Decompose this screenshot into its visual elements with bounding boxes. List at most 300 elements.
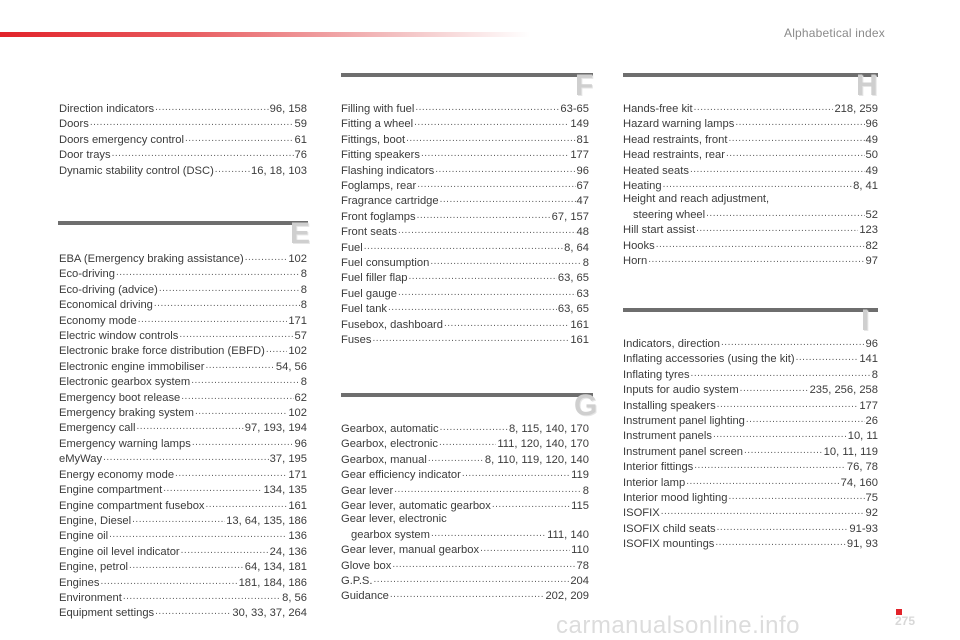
index-entry-title: Instrument panel screen [623, 445, 744, 458]
index-entry [623, 444, 878, 459]
index-entry-pages: 96 [865, 118, 878, 131]
dot-leader [431, 527, 546, 540]
dot-leader [245, 251, 288, 264]
index-entry-title: Front foglamps [341, 210, 416, 223]
index-entry [59, 390, 307, 405]
index-entry-pages: 102 [288, 345, 307, 358]
index-entry-title: Eco-driving (advice) [59, 283, 158, 296]
index-entry-pages: 67, 157 [551, 210, 589, 223]
index-entry [59, 559, 307, 574]
index-entry [623, 367, 878, 382]
index-entry-title: EBA (Emergency braking assistance) [59, 253, 244, 265]
index-entry-pages: 49 [865, 164, 878, 177]
index-entry-title: Interior lamp [623, 476, 686, 489]
index-entry [59, 451, 307, 466]
index-entry-pages: 171 [288, 468, 307, 481]
index-entry-title: Fuses [341, 334, 372, 347]
index-entry [341, 542, 589, 557]
index-entry-pages: 54, 56 [275, 360, 307, 373]
index-entry [341, 255, 589, 270]
index-entry [623, 413, 878, 428]
index-entry [341, 452, 589, 467]
index-entry-title: Horn [623, 255, 648, 268]
dot-leader [480, 542, 570, 555]
index-entry-pages: 141 [859, 353, 878, 366]
index-group-e [59, 251, 307, 621]
dot-leader [206, 498, 288, 511]
index-entry [623, 336, 878, 351]
dot-leader [686, 475, 839, 488]
dot-leader [462, 467, 570, 480]
index-entry-title: Flashing indicators [341, 164, 435, 177]
index-entry-title: Environment [59, 591, 122, 604]
index-entry [623, 398, 878, 413]
dot-leader [116, 266, 300, 279]
index-entry-title: Heated seats [623, 164, 689, 177]
index-group-g-a [341, 421, 589, 513]
dot-leader [414, 116, 569, 129]
index-entry-title: Doors emergency control [59, 133, 184, 146]
index-entry-title: Fuel gauge [341, 287, 397, 300]
dot-leader [661, 505, 865, 518]
dot-leader [744, 444, 823, 457]
section-divider-i [623, 308, 878, 312]
index-entry-pages: 8, 41 [853, 180, 878, 193]
dot-leader [417, 209, 551, 222]
index-entry-pages: 64, 134, 181 [244, 561, 307, 574]
index-entry-pages: 63-65 [560, 103, 589, 115]
dot-leader [690, 163, 865, 176]
index-entry [341, 483, 589, 498]
index-entry-pages: 78 [576, 559, 589, 572]
index-entry-title: Gear lever, electronic [341, 513, 447, 526]
index-group-g-b [341, 542, 589, 604]
index-entry [59, 467, 307, 482]
index-entry [59, 328, 307, 343]
index-entry-pages: 8 [300, 283, 307, 296]
dot-leader [372, 332, 569, 345]
index-entry-title: ISOFIX [623, 507, 660, 520]
index-entry-pages: 204 [570, 575, 589, 588]
index-group-h-a [623, 101, 878, 193]
index-entry [341, 209, 589, 224]
index-entry-pages: 111, 120, 140, 170 [497, 438, 589, 451]
index-entry-pages: 110 [571, 544, 589, 557]
index-entry [59, 147, 307, 162]
dot-leader [154, 297, 300, 310]
dot-leader [440, 421, 508, 434]
index-entry-pages: 96 [576, 164, 589, 177]
index-entry [341, 101, 589, 116]
index-entry-pages: 47 [576, 195, 589, 208]
index-entry-pages: 81 [576, 133, 589, 146]
index-entry [59, 528, 307, 543]
index-entry-title: Emergency warning lamps [59, 437, 191, 450]
index-entry [623, 178, 878, 193]
index-entry [59, 544, 307, 559]
index-entry-title: Fuel consumption [341, 257, 430, 270]
index-entry [623, 238, 878, 253]
index-entry [341, 116, 589, 131]
index-entry-title: Fusebox, dashboard [341, 318, 443, 331]
index-entry-title: Head restraints, front [623, 133, 728, 146]
index-entry-title: Fuel [341, 241, 363, 254]
index-entry-pages: 161 [570, 334, 589, 347]
index-entry [59, 374, 307, 389]
index-entry [341, 132, 589, 147]
index-entry-title: Engines [59, 576, 100, 589]
index-entry-title: Electronic gearbox system [59, 376, 191, 389]
index-entry [341, 270, 589, 285]
index-entry-pages: 91-93 [849, 522, 878, 535]
index-entry-title: Engine compartment [59, 484, 163, 497]
index-entry [341, 558, 589, 573]
index-entry [341, 193, 589, 208]
dot-leader [415, 101, 559, 114]
dot-leader [109, 528, 287, 541]
index-entry [59, 282, 307, 297]
dot-leader [656, 238, 865, 251]
index-entry-pages: 8 [582, 484, 589, 497]
index-entry-title: Electric window controls [59, 330, 179, 343]
index-entry-pages: 8 [871, 368, 878, 381]
index-entry [59, 313, 307, 328]
dot-leader [132, 513, 225, 526]
index-entry-title: Engine compartment fusebox [59, 499, 205, 512]
index-entry [623, 116, 878, 131]
index-entry-title: Fittings, boot [341, 133, 406, 146]
index-entry-pages: 37, 195 [269, 453, 307, 466]
dot-leader [735, 116, 864, 129]
index-entry-title: Gear efficiency indicator [341, 469, 461, 482]
index-entry-pages: 76, 78 [846, 461, 878, 474]
index-entry-pages: 136 [288, 530, 307, 543]
index-entry-title: Hill start assist [623, 224, 696, 237]
section-divider-e [58, 221, 308, 225]
index-entry-title: Glove box [341, 559, 392, 572]
index-entry-pages: 91, 93 [846, 538, 878, 551]
index-entry-title: Door trays [59, 149, 111, 162]
index-entry-title: eMyWay [59, 453, 103, 466]
dot-leader [726, 147, 865, 160]
index-entry-title: Direction indicators [59, 103, 155, 115]
index-entry-pages: 96, 158 [269, 103, 307, 115]
section-divider-h [623, 73, 878, 77]
index-entry [341, 224, 589, 239]
index-entry-pages: 171 [288, 314, 307, 327]
index-entry [59, 590, 307, 605]
index-entry-pages: 10, 11 [847, 430, 878, 443]
index-entry-wrapped [623, 193, 878, 222]
index-entry-pages: 63 [576, 287, 589, 300]
index-entry-pages: 75 [865, 492, 878, 505]
index-entry-title: Engine, petrol [59, 561, 129, 574]
index-entry-title: Eco-driving [59, 268, 115, 281]
index-entry [623, 222, 878, 237]
index-entry-pages: 96 [294, 437, 307, 450]
index-entry-pages: 10, 11, 119 [823, 445, 878, 458]
dot-leader [138, 313, 288, 326]
index-entry [59, 251, 307, 266]
index-entry-title: Energy economy mode [59, 468, 175, 481]
dot-leader [398, 286, 576, 299]
header-accent-bar [0, 32, 530, 37]
index-entry-title: Inflating accessories (using the kit) [623, 353, 795, 366]
dot-leader [192, 436, 294, 449]
index-entry [341, 147, 589, 162]
dot-leader [181, 390, 293, 403]
index-entry-title: Height and reach adjustment, [623, 193, 770, 206]
index-entry [341, 240, 589, 255]
dot-leader [696, 222, 858, 235]
dot-leader [796, 351, 859, 364]
index-entry-pages: 57 [294, 330, 307, 343]
index-entry [623, 147, 878, 162]
index-entry-title: Guidance [341, 590, 389, 603]
index-entry [623, 505, 878, 520]
index-group-i [623, 336, 878, 552]
index-entry-title: Engine oil level indicator [59, 545, 180, 558]
index-entry-title: Hands-free kit [623, 103, 693, 115]
index-entry-title: Fitting speakers [341, 149, 420, 162]
dot-leader [663, 178, 853, 191]
index-entry [59, 116, 307, 131]
dot-leader [717, 521, 849, 534]
index-entry-pages: 8, 56 [282, 591, 307, 604]
dot-leader [713, 428, 847, 441]
index-entry [341, 163, 589, 178]
dot-leader [112, 147, 294, 160]
index-entry-pages: 26 [865, 415, 878, 428]
index-entry [623, 101, 878, 116]
section-letter-e: E [290, 217, 311, 250]
index-entry-pages: 123 [859, 224, 878, 237]
index-column-3-i [623, 336, 878, 552]
index-entry-title: Head restraints, rear [623, 149, 725, 162]
watermark: carmanualsonline.info [556, 612, 800, 639]
index-entry-pages: 235, 256, 258 [809, 384, 878, 397]
dot-leader [421, 147, 569, 160]
index-entry-title: Emergency boot release [59, 391, 181, 404]
index-entry-pages: 74, 160 [840, 476, 878, 489]
index-entry-pages: 97, 193, 194 [244, 422, 307, 435]
index-entry-title: Interior mood lighting [623, 492, 728, 505]
dot-leader [728, 132, 864, 145]
index-entry-title: Heating [623, 180, 662, 193]
index-entry-title: Fragrance cartridge [341, 195, 439, 208]
index-entry-pages: 59 [294, 118, 307, 131]
index-entry-title: Foglamps, rear [341, 180, 417, 193]
dot-leader [728, 490, 864, 503]
dot-leader [163, 482, 262, 495]
index-entry-title: Inflating tyres [623, 368, 690, 381]
index-entry-subtitle: gearbox system [351, 528, 430, 541]
dot-leader [406, 132, 575, 145]
dot-leader [740, 382, 809, 395]
index-entry-pages: 134, 135 [263, 484, 307, 497]
index-entry-title: Installing speakers [623, 399, 716, 412]
dot-leader [417, 178, 575, 191]
index-entry-pages: 67 [576, 180, 589, 193]
index-entry-pages: 111, 140 [547, 528, 589, 541]
index-entry-pages: 8 [300, 376, 307, 389]
index-entry [623, 253, 878, 268]
index-entry-pages: 177 [859, 399, 878, 412]
index-entry-subline [341, 527, 589, 542]
index-entry-title: G.P.S. [341, 575, 373, 588]
index-entry-pages: 61 [294, 133, 307, 146]
index-entry-pages: 149 [570, 118, 589, 131]
index-entry-pages: 13, 64, 135, 186 [226, 514, 307, 527]
index-entry-pages: 102 [288, 407, 307, 420]
dot-leader [155, 101, 269, 114]
index-entry-title: ISOFIX child seats [623, 522, 716, 535]
index-entry [341, 317, 589, 332]
index-entry-title: Instrument panel lighting [623, 415, 745, 428]
index-entry-pages: 82 [865, 239, 878, 252]
index-entry [341, 573, 589, 588]
index-entry-pages: 119 [571, 469, 589, 482]
index-entry-pages: 48 [576, 226, 589, 239]
dot-leader [390, 588, 545, 601]
index-entry [59, 498, 307, 513]
index-entry [59, 343, 307, 358]
index-entry-title: Indicators, direction [623, 338, 721, 350]
dot-leader [444, 317, 569, 330]
index-entry-pages: 8 [300, 299, 307, 312]
index-entry-pages: 177 [570, 149, 589, 162]
dot-leader [648, 253, 864, 266]
index-entry [341, 332, 589, 347]
index-entry [59, 436, 307, 451]
index-entry [341, 436, 589, 451]
dot-leader [721, 336, 865, 349]
index-entry-title: Hooks [623, 239, 655, 252]
index-entry [59, 101, 307, 116]
index-entry [59, 359, 307, 374]
index-entry-subtitle: steering wheel [633, 208, 706, 221]
dot-leader [155, 605, 231, 618]
index-entry-title: Electronic engine immobiliser [59, 360, 205, 373]
index-entry [623, 475, 878, 490]
index-entry-pages: 76 [294, 149, 307, 162]
dot-leader [717, 398, 859, 411]
index-entry-pages: 63, 65 [557, 272, 589, 285]
dot-leader [398, 224, 576, 237]
index-entry [623, 382, 878, 397]
dot-leader [364, 240, 563, 253]
index-entry [623, 163, 878, 178]
index-entry-pages: 24, 136 [269, 545, 307, 558]
index-entry-pages: 181, 184, 186 [238, 576, 307, 589]
index-entry [341, 498, 589, 513]
dot-leader [694, 459, 846, 472]
dot-leader [206, 359, 275, 372]
index-entry [59, 513, 307, 528]
index-entry-title: Emergency braking system [59, 407, 194, 420]
index-entry-title: Engine oil [59, 530, 109, 543]
index-entry-pages: 49 [865, 133, 878, 146]
section-letter-f: F [575, 69, 594, 102]
dot-leader [136, 420, 243, 433]
index-column-3-h [623, 101, 878, 268]
index-entry-pages: 52 [865, 208, 878, 221]
index-entry-pages: 202, 209 [545, 590, 589, 603]
index-entry-title: Gearbox, manual [341, 453, 427, 466]
section-letter-g: G [574, 389, 598, 422]
dot-leader [492, 498, 570, 511]
index-entry-title: Fitting a wheel [341, 118, 414, 131]
dot-leader [374, 573, 570, 586]
dot-leader [691, 367, 871, 380]
dot-leader [103, 451, 269, 464]
index-entry-title: Gearbox, automatic [341, 423, 439, 435]
dot-leader [388, 301, 557, 314]
index-entry [341, 301, 589, 316]
section-letter-i: I [861, 304, 870, 337]
index-entry-pages: 8, 110, 119, 120, 140 [484, 453, 589, 466]
index-entry-title: Fuel filler flap [341, 272, 408, 285]
dot-leader [159, 282, 300, 295]
index-entry-pages: 50 [865, 149, 878, 162]
index-entry [59, 575, 307, 590]
index-entry-pages: 218, 259 [834, 103, 878, 115]
index-entry [623, 536, 878, 551]
index-entry-pages: 8, 115, 140, 170 [508, 423, 589, 435]
index-entry-title: Gearbox, electronic [341, 438, 439, 451]
section-divider-f [341, 73, 593, 77]
index-entry-title: Instrument panels [623, 430, 712, 443]
dot-leader [694, 101, 834, 114]
index-entry-wrapped [341, 513, 589, 542]
dot-leader [179, 328, 293, 341]
dot-leader [409, 270, 557, 283]
index-entry [59, 297, 307, 312]
index-group-f [341, 101, 589, 348]
index-entry-title: Hazard warning lamps [623, 118, 735, 131]
index-entry-pages: 8, 64 [564, 241, 589, 254]
index-entry-pages: 97 [865, 255, 878, 268]
index-entry-subline [623, 207, 878, 222]
dot-leader [746, 413, 865, 426]
index-entry-title: Inputs for audio system [623, 384, 739, 397]
index-entry [59, 266, 307, 281]
index-entry-pages: 115 [571, 500, 589, 513]
dot-leader [430, 255, 581, 268]
index-entry-pages: 161 [570, 318, 589, 331]
index-entry-title: Doors [59, 118, 89, 131]
index-entry-pages: 92 [865, 507, 878, 520]
index-entry [59, 420, 307, 435]
index-entry-title: ISOFIX mountings [623, 538, 715, 551]
index-entry-title: Gear lever, manual gearbox [341, 544, 480, 557]
section-letter-h: H [856, 69, 878, 102]
index-entry [341, 421, 589, 436]
dot-leader [428, 452, 484, 465]
index-entry-pages: 161 [288, 499, 307, 512]
index-entry [623, 132, 878, 147]
index-entry-title: Economical driving [59, 299, 153, 312]
dot-leader [175, 467, 287, 480]
index-entry [59, 482, 307, 497]
dot-leader [439, 436, 496, 449]
index-entry-title: Interior fittings [623, 461, 694, 474]
dot-leader [266, 343, 288, 356]
dot-leader [435, 163, 575, 176]
index-entry-pages: 63, 65 [557, 303, 589, 316]
index-entry-pages: 8 [582, 257, 589, 270]
index-entry [341, 588, 589, 603]
